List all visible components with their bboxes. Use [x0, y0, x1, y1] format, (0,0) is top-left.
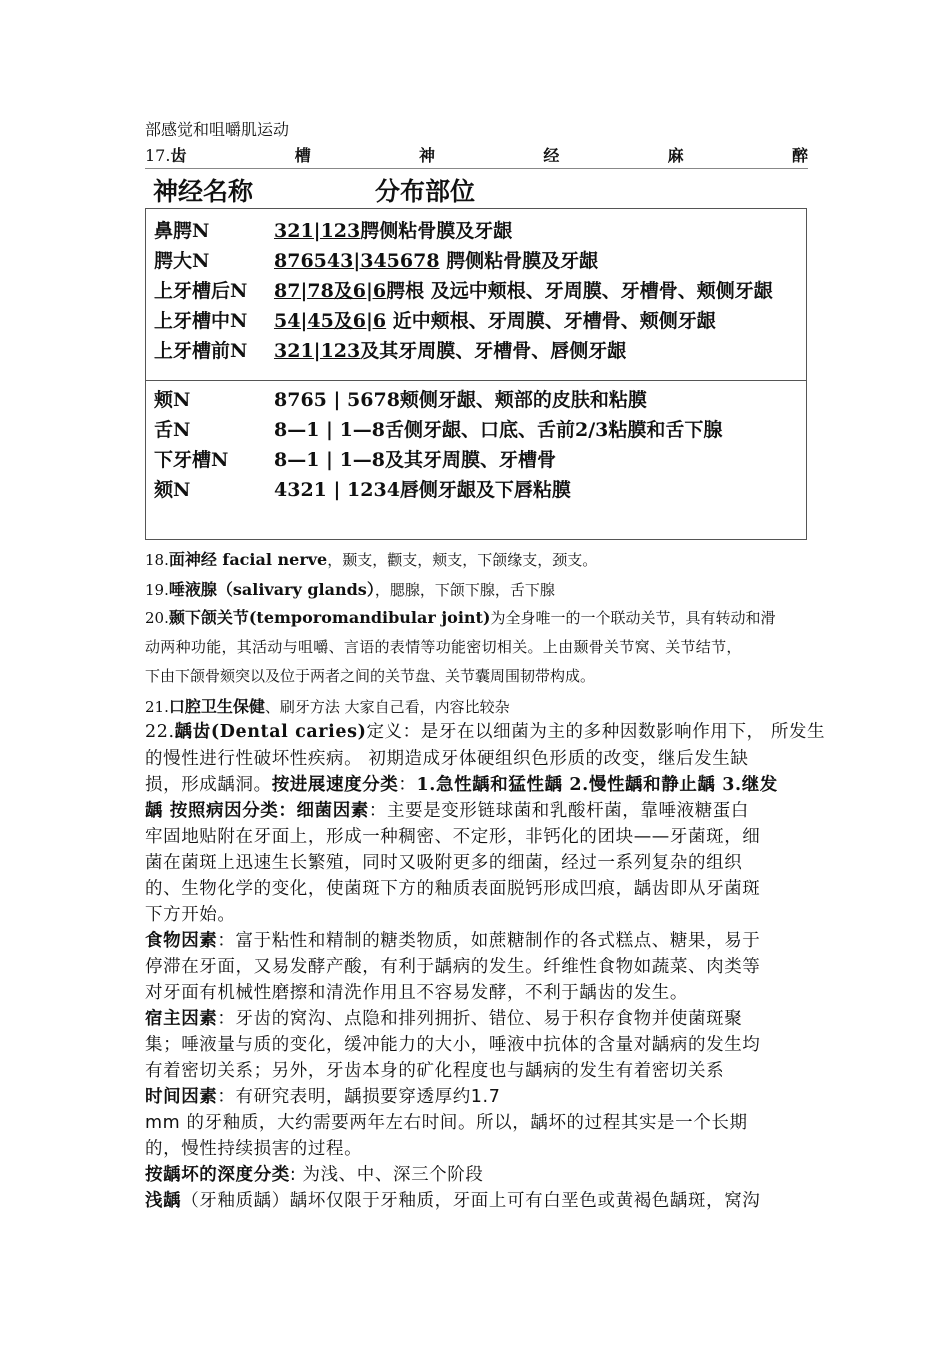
- teeth-notation: 321|123: [274, 340, 361, 362]
- item-number: 17.: [145, 146, 171, 165]
- text-line: 部感觉和咀嚼肌运动: [145, 120, 290, 139]
- item-number: 18.: [145, 551, 169, 569]
- bold-span: 时间因素: [145, 1087, 218, 1107]
- bold-span: 宿主因素: [145, 1009, 218, 1029]
- nerve-table: [145, 168, 808, 540]
- teeth-notation: 876543|345678: [274, 250, 440, 272]
- item-number: 19.: [145, 581, 169, 599]
- item-number: 22.: [145, 722, 175, 742]
- item-text: 为全身唯一的一个联动关节，具有转动和滑: [490, 609, 776, 627]
- nerve-name: 舌N: [154, 419, 191, 441]
- item-20: [145, 605, 776, 628]
- heading-char: 经: [543, 146, 560, 165]
- text-line: 动两种功能，其活动与咀嚼、言语的表情等功能密切相关。上由颞骨关节窝、关节结节，: [145, 638, 742, 656]
- region-text: 近中颊根、牙周膜、牙槽骨、颊侧牙龈: [386, 310, 716, 332]
- text-line: 的慢性进行性破坏性疾病。 初期造成牙体硬组织色形质的改变，继后发生缺: [145, 749, 749, 769]
- text-line: [145, 1083, 500, 1108]
- teeth-notation: 8765 |: [274, 389, 341, 411]
- text-line: 菌在菌斑上迅速生长繁殖，同时又吸附更多的细菌，经过一系列复杂的组织: [145, 853, 743, 873]
- text-span: 损，形成龋洞。: [145, 775, 272, 795]
- text-line: 有着密切关系；另外，牙齿本身的矿化程度也与龋病的发生有着密切关系: [145, 1061, 725, 1081]
- nerve-table-frame: [145, 208, 807, 540]
- bold-span: 龋 按照病因分类：细菌因素: [145, 801, 369, 821]
- heading-char: 齿: [170, 146, 187, 165]
- teeth-notation: 54|45及6|6: [274, 310, 387, 332]
- text-line: 集；唾液量与质的变化，缓冲能力的大小，唾液中抗体的含量对龋病的发生均: [145, 1035, 761, 1055]
- item-22: [145, 718, 825, 743]
- bold-span: 浅龋: [145, 1191, 182, 1211]
- nerve-name: 颊N: [154, 389, 191, 411]
- text-line: [145, 1005, 742, 1030]
- heading-char: 槽: [294, 146, 311, 165]
- text-span: ：富于粘性和精制的糖类物质，如蔗糖制作的各式糕点、糖果，易于: [217, 931, 761, 951]
- item-text: 定义：是牙在以细菌为主的多种因数影响作用下， 所发生: [366, 722, 826, 742]
- bold-span: 1.急性龋和猛性龋 2.慢性龋和静止龋 3.继发: [416, 775, 778, 795]
- nerve-name: 下牙槽N: [154, 449, 229, 471]
- text-line: 停滞在牙面，又易发酵产酸，有利于龋病的发生。纤维性食物如蔬菜、肉类等: [145, 957, 761, 977]
- text-line: 牢固地贴附在牙面上，形成一种稠密、不定形，非钙化的团块——牙菌斑，细: [145, 827, 761, 847]
- item-text: 、刷牙方法 大家自己看，内容比较杂: [264, 698, 510, 716]
- text-line: 对牙面有机械性磨擦和清洗作用且不容易发酵，不利于龋齿的发生。: [145, 983, 688, 1003]
- text-line: [145, 797, 749, 822]
- item-title: 龋齿(Dental caries): [174, 722, 367, 742]
- item-number: 21.: [145, 698, 169, 716]
- text-line: 下由下颌骨颏突以及位于两者之间的关节盘、关节囊周围韧带构成。: [145, 667, 596, 685]
- item-title: 颞下颌关节(temporomandibular joint): [168, 608, 491, 627]
- text-span: （牙釉质龋）龋坏仅限于牙釉质，牙面上可有白垩色或黄褐色龋斑，窝沟: [181, 1191, 761, 1211]
- item-title: 面神经 facial nerve: [168, 550, 328, 569]
- text-line: [145, 1161, 483, 1186]
- bold-span: 食物因素: [145, 931, 218, 951]
- item-title: 唾液腺（salivary glands）: [168, 580, 375, 599]
- teeth-notation: 87|78及6|6: [274, 280, 387, 302]
- text-span: : 为浅、中、深三个阶段: [289, 1165, 484, 1185]
- header-region: 分布部位: [375, 177, 476, 206]
- region-text: 5678颊侧牙龈、颊部的皮肤和粘膜: [340, 389, 647, 411]
- item-18: [145, 547, 597, 570]
- nerve-name: 上牙槽后N: [154, 280, 248, 302]
- nerve-name: 上牙槽前N: [154, 340, 248, 362]
- text-span: ：: [398, 775, 417, 795]
- bold-span: 按进展速度分类: [271, 775, 399, 795]
- nerve-name: 上牙槽中N: [154, 310, 248, 332]
- text-line: [145, 1187, 760, 1212]
- nerve-name: 颏N: [154, 479, 191, 501]
- teeth-notation: 321|123: [274, 220, 361, 242]
- heading-char: 醉: [791, 146, 808, 165]
- bold-span: 按龋坏的深度分类: [145, 1165, 290, 1185]
- teeth-notation: 8—1 |: [274, 449, 333, 471]
- item-title: 口腔卫生保健: [168, 697, 265, 716]
- region-text: 及其牙周膜、牙槽骨、唇侧牙龈: [360, 340, 627, 362]
- text-line: 下方开始。: [145, 905, 236, 925]
- text-span: ：有研究表明，龋损要穿透厚约1.7: [217, 1087, 501, 1107]
- text-span: ：主要是变形链球菌和乳酸杆菌，靠唾液糖蛋白: [368, 801, 750, 821]
- item-21: [145, 694, 510, 717]
- item-19: [145, 577, 555, 600]
- region-text: 1—8舌侧牙龈、口底、舌前2/3粘膜和舌下腺: [332, 419, 723, 441]
- nerve-name: 鼻腭N: [154, 220, 210, 242]
- text-line: 的，慢性持续损害的过程。: [145, 1139, 363, 1159]
- teeth-notation: 8—1 |: [274, 419, 333, 441]
- text-line: [145, 927, 760, 952]
- heading-17: [145, 143, 808, 166]
- item-text: ，腮腺，下颌下腺，舌下腺: [374, 581, 555, 599]
- header-nerve-name: 神经名称: [153, 177, 254, 206]
- heading-char: 麻: [667, 146, 684, 165]
- region-text: 腭根 及远中颊根、牙周膜、牙槽骨、颊侧牙龈: [386, 280, 773, 302]
- text-line: [145, 771, 778, 796]
- nerve-name: 腭大N: [154, 250, 210, 272]
- text-line: mm 的牙釉质，大约需要两年左右时间。所以，龋坏的过程其实是一个长期: [145, 1113, 748, 1133]
- item-text: ，颞支，颧支，颊支，下颌缘支，颈支。: [327, 551, 598, 569]
- item-number: 20.: [145, 609, 169, 627]
- region-text: 1—8及其牙周膜、牙槽骨: [332, 449, 557, 471]
- text-span: ：牙齿的窝沟、点隐和排列拥折、错位、易于积存食物并使菌斑聚: [217, 1009, 743, 1029]
- region-text: 腭侧粘骨膜及牙龈: [439, 250, 599, 272]
- nerve-table-header: [145, 168, 808, 208]
- region-text: 1234唇侧牙龈及下唇粘膜: [340, 479, 571, 501]
- table-divider: [146, 380, 806, 381]
- region-text: 腭侧粘骨膜及牙龈: [360, 220, 513, 242]
- teeth-notation: 4321 |: [274, 479, 341, 501]
- text-line: 的、生物化学的变化，使菌斑下方的釉质表面脱钙形成凹痕，龋齿即从牙菌斑: [145, 879, 761, 899]
- heading-char: 神: [419, 146, 436, 165]
